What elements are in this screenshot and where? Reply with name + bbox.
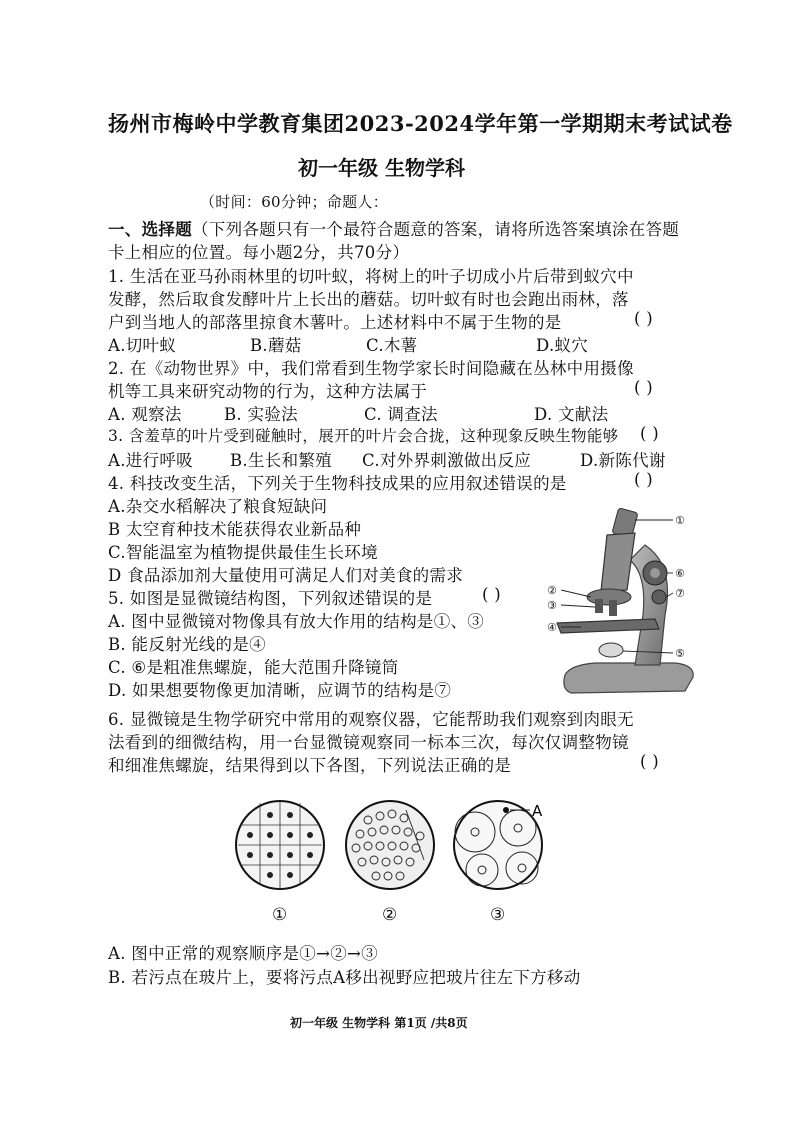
q1-answer-bracket: ( ) [634,309,654,328]
microscope-mirror [599,643,623,657]
field-label-1: ① [272,905,288,925]
q1-line-3: 户到当地人的部落里掠食木薯叶。上述材料中不属于生物的是 [108,313,562,332]
q5-answer-bracket: ( ) [482,585,502,604]
q5-option-c: C. ⑥是粗准焦螺旋，能大范围升降镜筒 [108,658,399,677]
exam-subtitle: 初一年级 生物学科 [298,156,465,180]
q6-option-b: B. 若污点在玻片上，要将污点A移出视野应把玻片往左下方移动 [108,968,581,987]
q6-line-2: 法看到的细微结构，用一台显微镜观察同一标本三次，每次仅调整物镜 [108,733,629,752]
fields-of-view-figure [230,790,560,930]
field-view-labels [272,905,505,925]
q4-line-1: 4. 科技改变生活，下列关于生物科技成果的应用叙述错误的是 [108,474,567,493]
q4-answer-bracket: ( ) [634,470,654,489]
section-heading-line [108,216,679,240]
q1-option-b: B.蘑菇 [250,336,302,355]
q5-option-d: D. 如果想要物像更加清晰，应调节的结构是⑦ [108,681,452,700]
q6-line-3: 和细准焦螺旋，结果得到以下各图，下列说法正确的是 [108,756,512,775]
label-3: ③ [547,599,557,612]
q2-option-d: D. 文献法 [534,405,609,424]
label-1: ① [675,514,685,527]
q3-option-b: B.生长和繁殖 [230,451,332,470]
q3-option-d: D.新陈代谢 [580,451,666,470]
q4-option-b: B 太空育种技术能获得农业新品种 [108,520,362,539]
field-view-2 [346,801,434,889]
q5-line-1: 5. 如图是显微镜结构图，下列叙述错误的是 [108,589,433,608]
q2-option-b: B. 实验法 [224,405,298,424]
microscope-objective-2 [609,600,617,616]
q2-line-2: 机等工具来研究动物的行为，这种方法属于 [108,382,428,401]
exam-meta: （时间：60分钟；命题人： [200,193,388,211]
q3-line-1: 3. 含羞草的叶片受到碰触时，展开的叶片会合拢，这种现象反映生物能够 [108,427,619,445]
page-footer: 初一年级 生物学科 第1页 /共8页 [290,1016,468,1030]
label-2: ② [547,584,557,597]
q5-option-b: B. 能反射光线的是④ [108,635,266,654]
section-instructions: （下列各题只有一个最符合题意的答案，请将所选答案填涂在答题 [192,220,680,239]
q1-option-d: D.蚁穴 [536,336,589,355]
microscope-objective [595,599,603,613]
q1-option-c: C.木薯 [366,336,418,355]
q1-line-2: 发酵，然后取食发酵叶片上长出的蘑菇。切叶蚁有时也会跑出雨林，落 [108,290,629,309]
label-6: ⑥ [675,567,685,580]
q3-option-a: A.进行呼吸 [108,451,193,470]
field-view-3 [454,801,543,889]
q2-answer-bracket: ( ) [634,378,654,397]
microscope-tube [601,533,635,591]
q3-answer-bracket: ( ) [640,424,660,443]
q5-option-a: A. 图中显微镜对物像具有放大作用的结构是①、③ [108,612,485,631]
q6-answer-bracket: ( ) [640,752,660,771]
microscope-figure [535,505,705,700]
dirt-spot-a [503,807,509,813]
q2-option-c: C. 调查法 [364,405,438,424]
label-4: ④ [547,621,557,634]
field-label-3: ③ [490,905,506,925]
q1-line-1: 1. 生活在亚马孙雨林里的切叶蚁，将树上的叶子切成小片后带到蚁穴中 [108,267,634,286]
q4-option-c: C.智能温室为植物提供最佳生长环境 [108,543,378,562]
section-instructions-2: 卡上相应的位置。每小题2分，共70分） [108,243,410,262]
coarse-focus-knob-center [650,568,660,578]
q2-option-a: A. 观察法 [108,405,182,424]
field-view-1 [236,801,324,889]
q4-option-d: D 食品添加剂大量使用可满足人们对美食的需求 [108,566,464,585]
q1-option-a: A.切叶蚁 [108,336,177,355]
spot-a-label: A [532,802,543,820]
q6-line-1: 6. 显微镜是生物学研究中常用的观察仪器，它能帮助我们观察到肉眼无 [108,710,634,729]
label-5: ⑤ [675,647,685,660]
microscope-base [564,663,693,693]
q4-option-a: A.杂交水稻解决了粮食短缺问 [108,497,328,516]
section-heading: 一、选择题 [108,220,192,239]
fine-focus-knob [652,590,666,604]
label-7: ⑦ [675,587,685,600]
q6-option-a: A. 图中正常的观察顺序是①→②→③ [108,944,378,963]
field-label-2: ② [382,905,398,925]
q2-line-1: 2. 在《动物世界》中，我们常看到生物学家长时间隐藏在丛林中用摄像 [108,359,634,378]
q3-option-c: C.对外界刺激做出反应 [362,451,532,470]
exam-title: 扬州市梅岭中学教育集团2023-2024学年第一学期期末考试试卷 [108,111,733,136]
